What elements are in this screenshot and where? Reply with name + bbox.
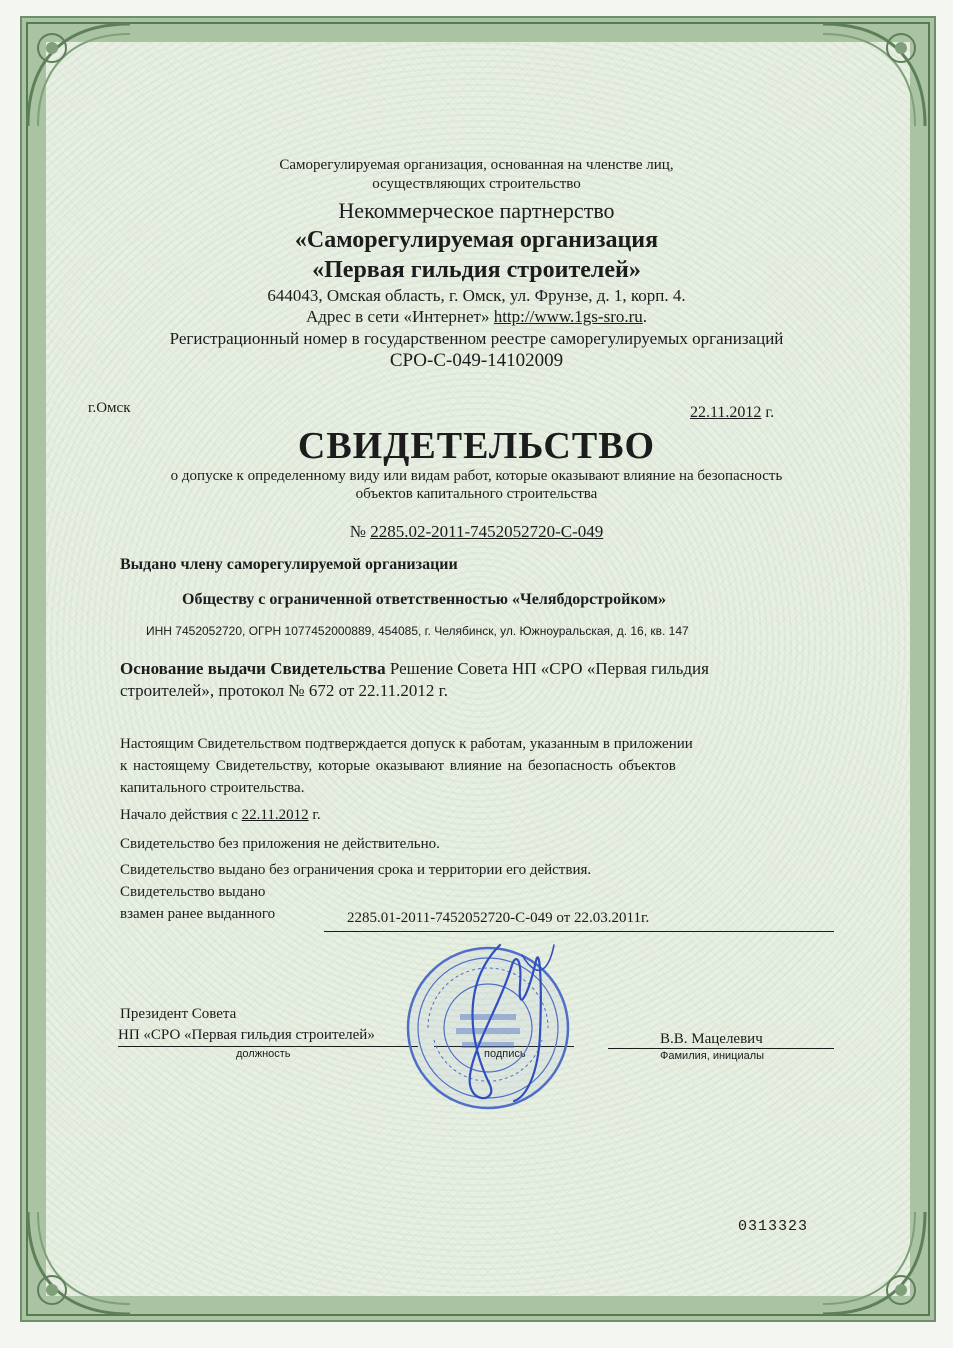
name-underline [608,1048,834,1049]
registry-label: Регистрационный номер в государственном реестре саморегулируемых организаций [169,329,784,348]
corner-ornament-icon [24,20,134,130]
document-subtitle-line-2: объектов капитального строительства [355,486,598,502]
header-line-2: осуществляющих строительство [372,176,581,192]
caption-name: Фамилия, инициалы [660,1050,765,1062]
company-details: ИНН 7452052720, ОГРН 1077452000889, 454085, г. Челябинск, ул. Южноуральская, д. 16, кв. 147 [146,624,689,638]
replaces-label-2: взамен ранее выданного [120,906,276,922]
corner-ornament-icon [819,20,929,130]
org-address: 644043, Омская область, г. Омск, ул. Фрунзе, д. 1, корп. 4. [267,286,686,305]
basis-text-2: строителей», протокол № 672 от 22.11.2012 г. [120,681,448,700]
company-name: Обществу с ограниченной ответственностью «Челябдорстройком» [182,591,666,608]
note-line-1: Свидетельство без приложения не действительно. [120,836,440,852]
corner-ornament-icon [819,1208,929,1318]
org-website [0,307,953,327]
certificate-number [0,522,953,542]
replaces-value: 2285.01-2011-7452052720-С-049 от 22.03.2011г. [347,910,650,926]
issue-place: г.Омск [88,400,131,416]
basis-label: Основание выдачи Свидетельства [120,659,386,678]
website-suffix: . [642,307,648,326]
website-link[interactable]: http://www.1gs-sro.ru [493,307,643,326]
start-date-label: Начало действия с [120,807,238,823]
start-date-value: 22.11.2012 [241,807,309,823]
partnership-title: Некоммерческое партнерство [338,198,615,223]
document-subtitle-line-1: о допуске к определенному виду или видам работ, которые оказывают влияние на безопасность [170,468,783,484]
serial-number: 0313323 [738,1218,809,1235]
caption-position: должность [236,1048,291,1060]
signatory-name: В.В. Мацелевич [660,1031,763,1047]
document-title: СВИДЕТЕЛЬСТВО [297,425,656,467]
handwritten-signature-icon [430,925,580,1115]
note-line-2: Свидетельство выдано без ограничения срока и территории его действия. [120,862,592,878]
signatory-position-2: НП «СРО «Первая гильдия строителей» [118,1027,375,1043]
registry-number: СРО-С-049-14102009 [389,350,564,371]
issue-date-value: 22.11.2012 [690,404,762,421]
replaces-label-1: Свидетельство выдано [120,884,266,900]
website-label: Адрес в сети «Интернет» [305,307,490,326]
issue-date-suffix: г. [765,404,775,421]
position-underline [118,1046,418,1047]
header-line-1: Саморегулируемая организация, основанная на членстве лиц, [279,157,674,173]
body-line-3: капитального строительства. [120,780,305,796]
org-name-line-1: «Саморегулируемая организация [294,227,659,253]
signatory-position-1: Президент Совета [120,1006,237,1022]
number-sign: № [349,522,366,541]
start-date-line [120,807,321,824]
org-name-line-2: «Первая гильдия строителей» [312,257,641,283]
basis-text-1: Решение Совета НП «СРО «Первая гильдия [389,659,709,678]
basis-line-1 [120,659,709,679]
issue-date [690,404,774,422]
certificate-number-value: 2285.02-2011-7452052720-С-049 [370,522,604,541]
body-line-1: Настоящим Свидетельством подтверждается допуск к работам, указанным в приложении [120,736,693,752]
issued-to-label: Выдано члену саморегулируемой организации [120,556,458,573]
body-line-2: к настоящему Свидетельству, которые оказывают влияние на безопасность объектов [120,758,676,774]
start-date-suffix: г. [312,807,321,823]
corner-ornament-icon [24,1208,134,1318]
